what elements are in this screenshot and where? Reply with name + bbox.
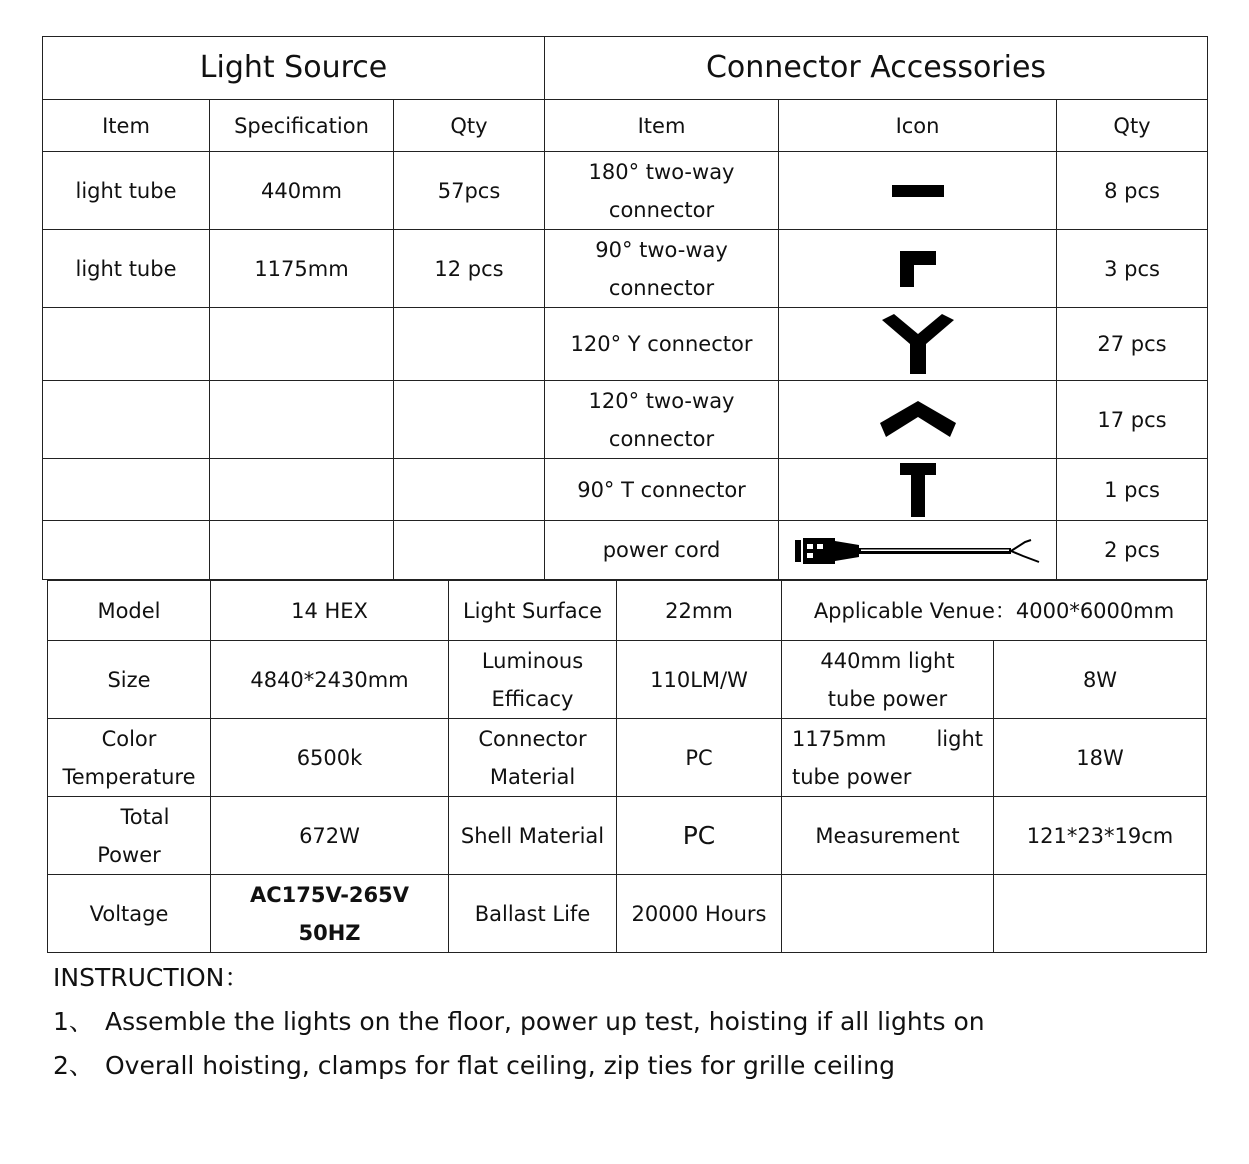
value-line: AC175V-265V xyxy=(249,882,410,907)
light-surface-label: Light Surface xyxy=(449,581,617,641)
empty-cell xyxy=(210,381,394,459)
label-line: 440mm light xyxy=(820,648,955,673)
connector-item xyxy=(545,381,779,459)
connector-item xyxy=(545,308,779,381)
connector-item-line1: 180° two-way xyxy=(588,159,735,184)
header-qty: Qty xyxy=(394,100,545,152)
empty-cell xyxy=(394,308,545,381)
instructions xyxy=(53,956,1203,1088)
empty-cell xyxy=(43,381,210,459)
tube-1175-power-value: 18W xyxy=(994,719,1207,797)
empty-cell xyxy=(210,459,394,521)
light-qty: 12 pcs xyxy=(394,230,545,308)
connector-item-line1: 90° two-way xyxy=(595,237,728,262)
power-cord-icon xyxy=(793,532,1043,568)
luminous-efficacy-label xyxy=(449,641,617,719)
ballast-life-label: Ballast Life xyxy=(449,875,617,953)
connector-item xyxy=(545,230,779,308)
straight-connector-icon xyxy=(888,181,948,201)
luminous-efficacy-value: 110LM/W xyxy=(617,641,782,719)
label-line: Power xyxy=(97,842,161,867)
value-line: 50HZ xyxy=(298,920,361,945)
step-text: Overall hoisting, clamps for flat ceiling, zip ties for grille ceiling xyxy=(105,1051,895,1080)
voltage-value xyxy=(211,875,449,953)
color-temperature-value: 6500k xyxy=(211,719,449,797)
light-spec: 440mm xyxy=(210,152,394,230)
connector-qty: 2 pcs xyxy=(1057,521,1208,580)
label-line: Color xyxy=(101,726,157,751)
connector-accessories-title: Connector Accessories xyxy=(545,37,1208,100)
table-row xyxy=(43,230,1208,308)
light-surface-value: 22mm xyxy=(617,581,782,641)
label-line xyxy=(792,720,987,758)
connector-item xyxy=(545,459,779,521)
empty-cell xyxy=(210,521,394,580)
table-row xyxy=(43,521,1208,580)
label-line: tube power xyxy=(827,686,948,711)
connector-qty: 27 pcs xyxy=(1057,308,1208,381)
measurement-value: 121*23*19cm xyxy=(994,797,1207,875)
tube-440-power-value: 8W xyxy=(994,641,1207,719)
y-connector-icon xyxy=(880,312,956,376)
connector-item xyxy=(545,521,779,580)
connector-item-line1: 120° Y connector xyxy=(570,332,753,356)
model-label: Model xyxy=(48,581,211,641)
measurement-label: Measurement xyxy=(782,797,994,875)
header-connector-item: Item xyxy=(545,100,779,152)
instruction-step xyxy=(53,1000,1203,1044)
connector-item xyxy=(545,152,779,230)
table-row xyxy=(43,152,1208,230)
empty-cell xyxy=(210,308,394,381)
table-row xyxy=(43,459,1208,521)
empty-cell xyxy=(394,521,545,580)
step-number: 1、 xyxy=(53,1007,94,1036)
connector-qty: 8 pcs xyxy=(1057,152,1208,230)
table-row xyxy=(43,308,1208,381)
t-connector-icon xyxy=(898,461,938,519)
light-spec: 1175mm xyxy=(210,230,394,308)
connector-item-line1: 120° two-way xyxy=(588,388,735,413)
header-item: Item xyxy=(43,100,210,152)
table-row xyxy=(43,381,1208,459)
empty-cell xyxy=(994,875,1207,953)
empty-cell xyxy=(782,875,994,953)
connector-material-value: PC xyxy=(617,719,782,797)
size-label: Size xyxy=(48,641,211,719)
angle-connector-icon xyxy=(878,399,958,441)
label-line: Total xyxy=(120,804,170,829)
connector-item-line1: power cord xyxy=(602,538,721,562)
empty-cell xyxy=(394,459,545,521)
color-temperature-label xyxy=(48,719,211,797)
connector-qty: 1 pcs xyxy=(1057,459,1208,521)
specification-table xyxy=(47,580,1207,953)
empty-cell xyxy=(43,459,210,521)
empty-cell xyxy=(394,381,545,459)
label-line: Temperature xyxy=(62,764,196,789)
connector-item-line2: connector xyxy=(608,275,715,300)
light-qty: 57pcs xyxy=(394,152,545,230)
applicable-venue: Applicable Venue：4000*6000mm xyxy=(782,581,1207,641)
header-connector-qty: Qty xyxy=(1057,100,1208,152)
shell-material-value: PC xyxy=(617,797,782,875)
total-power-label xyxy=(48,797,211,875)
empty-cell xyxy=(43,308,210,381)
label-line: Luminous xyxy=(481,648,584,673)
label-line: Efficacy xyxy=(491,686,574,711)
label-word: light xyxy=(936,726,983,751)
l-connector-icon xyxy=(896,247,940,291)
connector-qty: 3 pcs xyxy=(1057,230,1208,308)
label-line: tube power xyxy=(792,764,912,789)
tube-440-power-label xyxy=(782,641,994,719)
empty-cell xyxy=(43,521,210,580)
connector-item-line1: 90° T connector xyxy=(577,477,746,502)
total-power-value: 672W xyxy=(211,797,449,875)
label-line: Connector xyxy=(478,726,587,751)
tube-1175-power-label xyxy=(782,719,994,797)
connector-item-line2: connector xyxy=(608,197,715,222)
shell-material-label: Shell Material xyxy=(449,797,617,875)
light-source-connector-table xyxy=(42,36,1208,580)
instruction-step xyxy=(53,1044,1203,1088)
connector-item-line2: connector xyxy=(608,426,715,451)
light-item: light tube xyxy=(43,152,210,230)
connector-qty: 17 pcs xyxy=(1057,381,1208,459)
label-word: 1175mm xyxy=(792,726,887,751)
header-icon: Icon xyxy=(779,100,1057,152)
step-text: Assemble the lights on the floor, power up test, hoisting if all lights on xyxy=(105,1007,985,1036)
light-item: light tube xyxy=(43,230,210,308)
model-value: 14 HEX xyxy=(211,581,449,641)
step-number: 2、 xyxy=(53,1051,94,1080)
ballast-life-value: 20000 Hours xyxy=(617,875,782,953)
instructions-title: INSTRUCTION： xyxy=(53,963,250,992)
connector-material-label xyxy=(449,719,617,797)
voltage-label: Voltage xyxy=(48,875,211,953)
label-line: Material xyxy=(489,764,576,789)
size-value: 4840*2430mm xyxy=(211,641,449,719)
light-source-title: Light Source xyxy=(43,37,545,100)
header-specification: Specification xyxy=(210,100,394,152)
